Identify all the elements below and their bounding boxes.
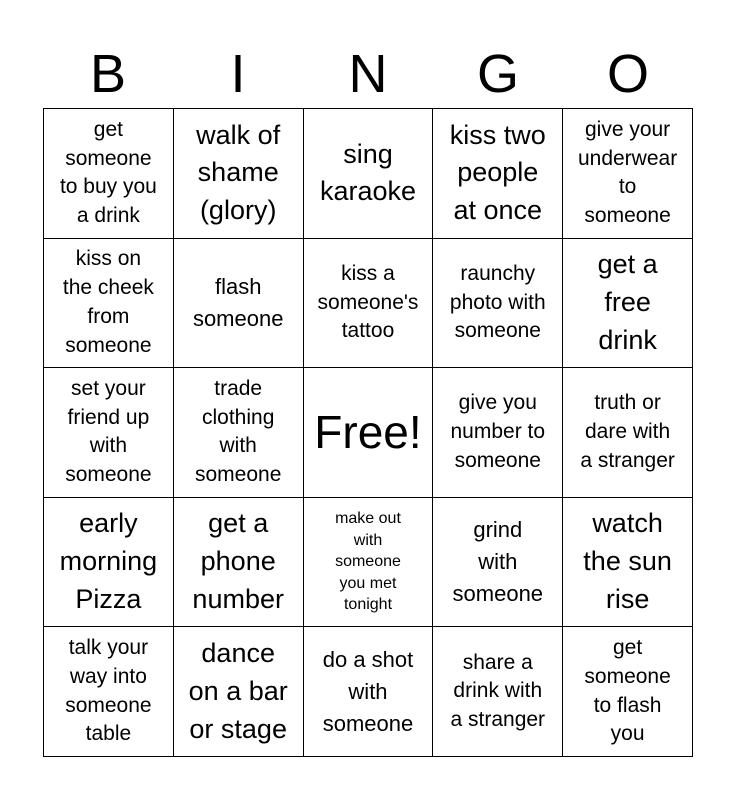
cell-text: trade clothing with someone xyxy=(195,376,282,487)
cell-text: flash someone xyxy=(192,274,284,331)
cell-text: raunchy photo with someone xyxy=(449,261,546,343)
cell-text: Free! xyxy=(314,406,422,459)
bingo-cell-r4-c4[interactable] xyxy=(433,498,563,628)
bingo-cell-r5-c3[interactable] xyxy=(304,627,434,757)
bingo-cell-r4-c3[interactable] xyxy=(304,498,434,628)
bingo-cell-r5-c5[interactable] xyxy=(563,627,693,757)
bingo-cell-r1-c2[interactable] xyxy=(174,109,304,239)
header-letter-i: I xyxy=(230,44,246,104)
header-letter-b: B xyxy=(89,44,127,104)
cell-text: early morning Pizza xyxy=(59,508,158,614)
header-letter-g: G xyxy=(476,44,519,104)
bingo-cell-r5-c1[interactable] xyxy=(44,627,174,757)
cell-text: set your friend up with someone xyxy=(65,376,152,487)
cell-text: do a shot with someone xyxy=(322,646,414,736)
bingo-cell-r2-c4[interactable] xyxy=(433,239,563,369)
cell-text: sing karaoke xyxy=(319,138,417,207)
cell-text: truth or dare with a stranger xyxy=(580,391,675,472)
cell-text: grind with someone xyxy=(452,517,544,607)
bingo-cell-r2-c2[interactable] xyxy=(174,239,304,369)
header-letter-o: O xyxy=(606,44,649,104)
cell-text: get a phone number xyxy=(192,508,284,614)
cell-text: share a drink with a stranger xyxy=(450,650,546,732)
bingo-cell-r4-c5[interactable] xyxy=(563,498,693,628)
bingo-cell-r3-c2[interactable] xyxy=(174,368,304,498)
bingo-cell-r1-c3[interactable] xyxy=(304,109,434,239)
bingo-cell-r4-c2[interactable] xyxy=(174,498,304,628)
bingo-cell-r5-c2[interactable] xyxy=(174,627,304,757)
bingo-cell-r4-c1[interactable] xyxy=(44,498,174,628)
cell-text: make out with someone you met tonight xyxy=(335,510,401,614)
cell-text: dance on a bar or stage xyxy=(188,638,288,744)
cell-text: talk your way into someone table xyxy=(65,636,152,746)
bingo-cell-r2-c5[interactable] xyxy=(563,239,693,369)
cell-text: get someone to flash you xyxy=(584,636,671,746)
bingo-cell-r1-c5[interactable] xyxy=(563,109,693,239)
bingo-cell-r1-c1[interactable] xyxy=(44,109,174,239)
cell-text: give you number to someone xyxy=(450,391,546,472)
bingo-cell-r2-c3[interactable] xyxy=(304,239,434,369)
bingo-cell-r3-c1[interactable] xyxy=(44,368,174,498)
bingo-header xyxy=(43,40,693,108)
cell-text: kiss a someone's tattoo xyxy=(317,261,419,343)
header-letter-n: N xyxy=(348,44,388,104)
cell-text: watch the sun rise xyxy=(583,508,672,614)
bingo-board xyxy=(43,108,693,757)
cell-text: get a free drink xyxy=(597,249,658,355)
bingo-cell-r5-c4[interactable] xyxy=(433,627,563,757)
cell-text: get someone to buy you a drink xyxy=(59,117,157,228)
bingo-cell-r1-c4[interactable] xyxy=(433,109,563,239)
cell-text: kiss on the cheek from someone xyxy=(62,247,154,357)
cell-text: kiss two people at once xyxy=(449,119,546,226)
cell-text: walk of shame (glory) xyxy=(196,119,281,226)
bingo-cell-r2-c1[interactable] xyxy=(44,239,174,369)
bingo-cell-r3-c4[interactable] xyxy=(433,368,563,498)
cell-text: give your underwear to someone xyxy=(577,117,678,228)
bingo-free-space[interactable] xyxy=(304,368,434,498)
bingo-cell-r3-c5[interactable] xyxy=(563,368,693,498)
